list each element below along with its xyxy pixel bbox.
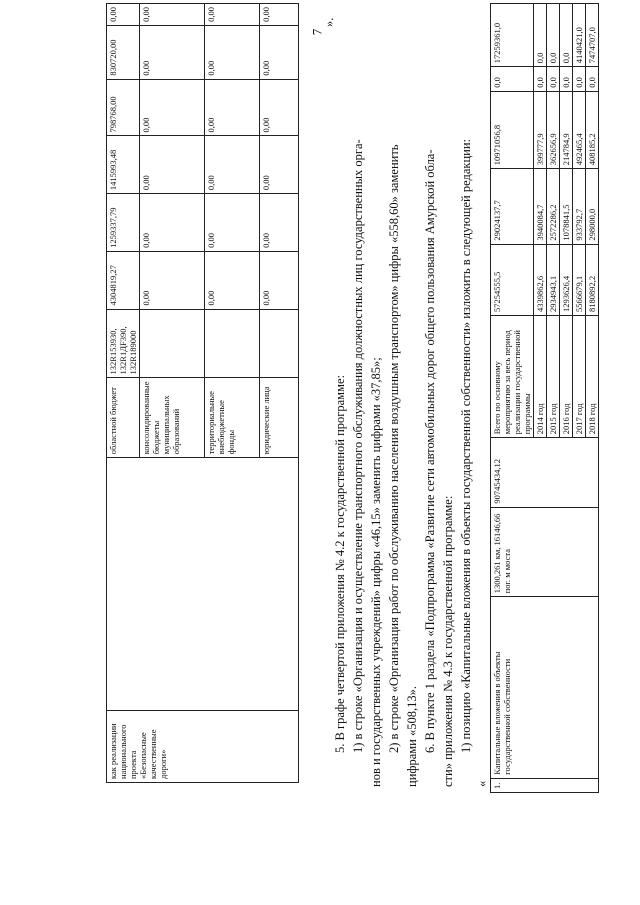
code-cell — [140, 309, 205, 378]
value-cell: 7474707,0 — [586, 4, 599, 67]
value-cell: 0,0 — [573, 67, 586, 91]
value-cell: 933792,7 — [573, 169, 586, 244]
value-cell: 1078841,5 — [560, 169, 573, 244]
source-cell: территориальные внебюджетные фонды — [205, 378, 260, 458]
page-number: 7 — [309, 28, 325, 36]
value-cell: 2934943,1 — [547, 244, 560, 315]
code-cell — [205, 309, 260, 378]
paragraph-5-1-cont: нов и государственных учреждений» цифры «46,15» заменить цифрами «37,85»; — [369, 357, 383, 787]
period-label: 2018 год — [586, 315, 599, 437]
value-cell: 1259337,79 — [107, 194, 140, 252]
value-cell: 4140421,0 — [573, 4, 586, 67]
value-cell: 298000,0 — [586, 169, 599, 244]
row-number: 1. — [491, 778, 599, 792]
value-cell: 0,00 — [140, 251, 205, 309]
value-cell: 0,00 — [260, 251, 299, 309]
measure-cost: 90745434,12 — [491, 438, 599, 507]
value-cell: 0,0 — [534, 67, 547, 91]
value-cell: 17259361,0 — [491, 4, 534, 67]
paragraph-6-1: 1) позицию «Капитальные вложения в объекты государственной собственности» изложить в следующей редакции: — [459, 138, 473, 753]
value-cell: 0,00 — [260, 194, 299, 252]
value-cell: 1415993,48 — [107, 136, 140, 194]
value-cell: 0,00 — [107, 4, 140, 26]
value-cell: 492465,4 — [573, 91, 586, 168]
value-cell: 0,00 — [205, 4, 260, 26]
value-cell: 29024137,7 — [491, 169, 534, 244]
value-cell: 3940084,7 — [534, 169, 547, 244]
value-cell: 830720,00 — [107, 25, 140, 79]
period-label: 2017 год — [573, 315, 586, 437]
value-cell: 0,00 — [205, 25, 260, 79]
value-cell: 214784,9 — [560, 91, 573, 168]
value-cell: 4304819,27 — [107, 251, 140, 309]
value-cell: 10971056,8 — [491, 91, 534, 168]
value-cell: 0,00 — [260, 79, 299, 136]
source-cell: консолидированные бюджеты муниципальных образований — [140, 378, 205, 458]
value-cell: 4339862,6 — [534, 244, 547, 315]
source-cell: юридические лица — [260, 378, 299, 458]
source-cell: областной бюджет — [107, 378, 140, 458]
value-cell: 0,00 — [205, 194, 260, 252]
value-cell: 0,00 — [260, 136, 299, 194]
measure-volume: 1300,261 км, 16146,66 пог. м моста — [491, 507, 599, 597]
value-cell: 2572286,2 — [547, 169, 560, 244]
paragraph-5: 5. В графе четвертой приложения № 4.2 к государственной программе: — [333, 374, 347, 753]
value-cell: 0,0 — [491, 67, 534, 91]
blank-cell — [107, 458, 299, 711]
value-cell: 408185,2 — [586, 91, 599, 168]
value-cell: 0,00 — [205, 251, 260, 309]
period-label: 2016 год — [560, 315, 573, 437]
period-label: 2014 год — [534, 315, 547, 437]
value-cell: 8180892,2 — [586, 244, 599, 315]
table-row — [107, 4, 140, 783]
funding-table-continuation — [106, 3, 299, 783]
paragraph-5-2: 2) в строке «Организация работ по обслуживанию населения воздушным транспортом» цифры «558,60» заменить — [387, 144, 401, 753]
quote-close: ». — [322, 17, 336, 27]
capital-investment-table — [490, 3, 599, 793]
value-cell: 57254555,5 — [491, 244, 534, 315]
goal-cell: как реализации национального проекта «Безопасные качественные дороги» — [107, 711, 299, 783]
value-cell: 0,00 — [260, 25, 299, 79]
value-cell: 0,00 — [140, 4, 205, 26]
value-cell: 0,0 — [547, 67, 560, 91]
code-cell: 132R153930, 132R1ДF390, 132R189000 — [107, 309, 140, 378]
value-cell: 0,00 — [260, 4, 299, 26]
table-row — [491, 4, 534, 793]
paragraph-5-1: 1) в строке «Организация и осуществление транспортного обслуживания должностных лиц государственных орга- — [351, 139, 365, 753]
quote-open: « — [475, 780, 489, 787]
period-label: 2015 год — [547, 315, 560, 437]
value-cell: 0,0 — [586, 67, 599, 91]
value-cell: 0,0 — [560, 67, 573, 91]
value-cell: 5566679,1 — [573, 244, 586, 315]
paragraph-6-cont: сти» приложения № 4.3 к государственной программе: — [441, 495, 455, 787]
value-cell: 1293626,4 — [560, 244, 573, 315]
value-cell: 0,00 — [140, 194, 205, 252]
code-cell — [260, 309, 299, 378]
value-cell: 0,00 — [140, 79, 205, 136]
period-label: Всего по основному мероприятию за весь период реализации государственной программы — [491, 315, 534, 437]
value-cell: 0,0 — [560, 4, 573, 67]
value-cell: 362656,9 — [547, 91, 560, 168]
value-cell: 0,00 — [140, 25, 205, 79]
value-cell: 798768,00 — [107, 79, 140, 136]
paragraph-6: 6. В пункте 1 раздела «Подпрограмма «Развитие сети автомобильных дорог общего пользования Амурской обла- — [423, 149, 437, 753]
value-cell: 0,00 — [205, 136, 260, 194]
value-cell: 399777,9 — [534, 91, 547, 168]
paragraph-5-2-cont: цифрами «508,13». — [405, 685, 419, 787]
value-cell: 0,0 — [534, 4, 547, 67]
value-cell: 0,00 — [205, 79, 260, 136]
measure-name: Капитальные вложения в объекты государственной собственности — [491, 597, 599, 778]
value-cell: 0,0 — [547, 4, 560, 67]
value-cell: 0,00 — [140, 136, 205, 194]
